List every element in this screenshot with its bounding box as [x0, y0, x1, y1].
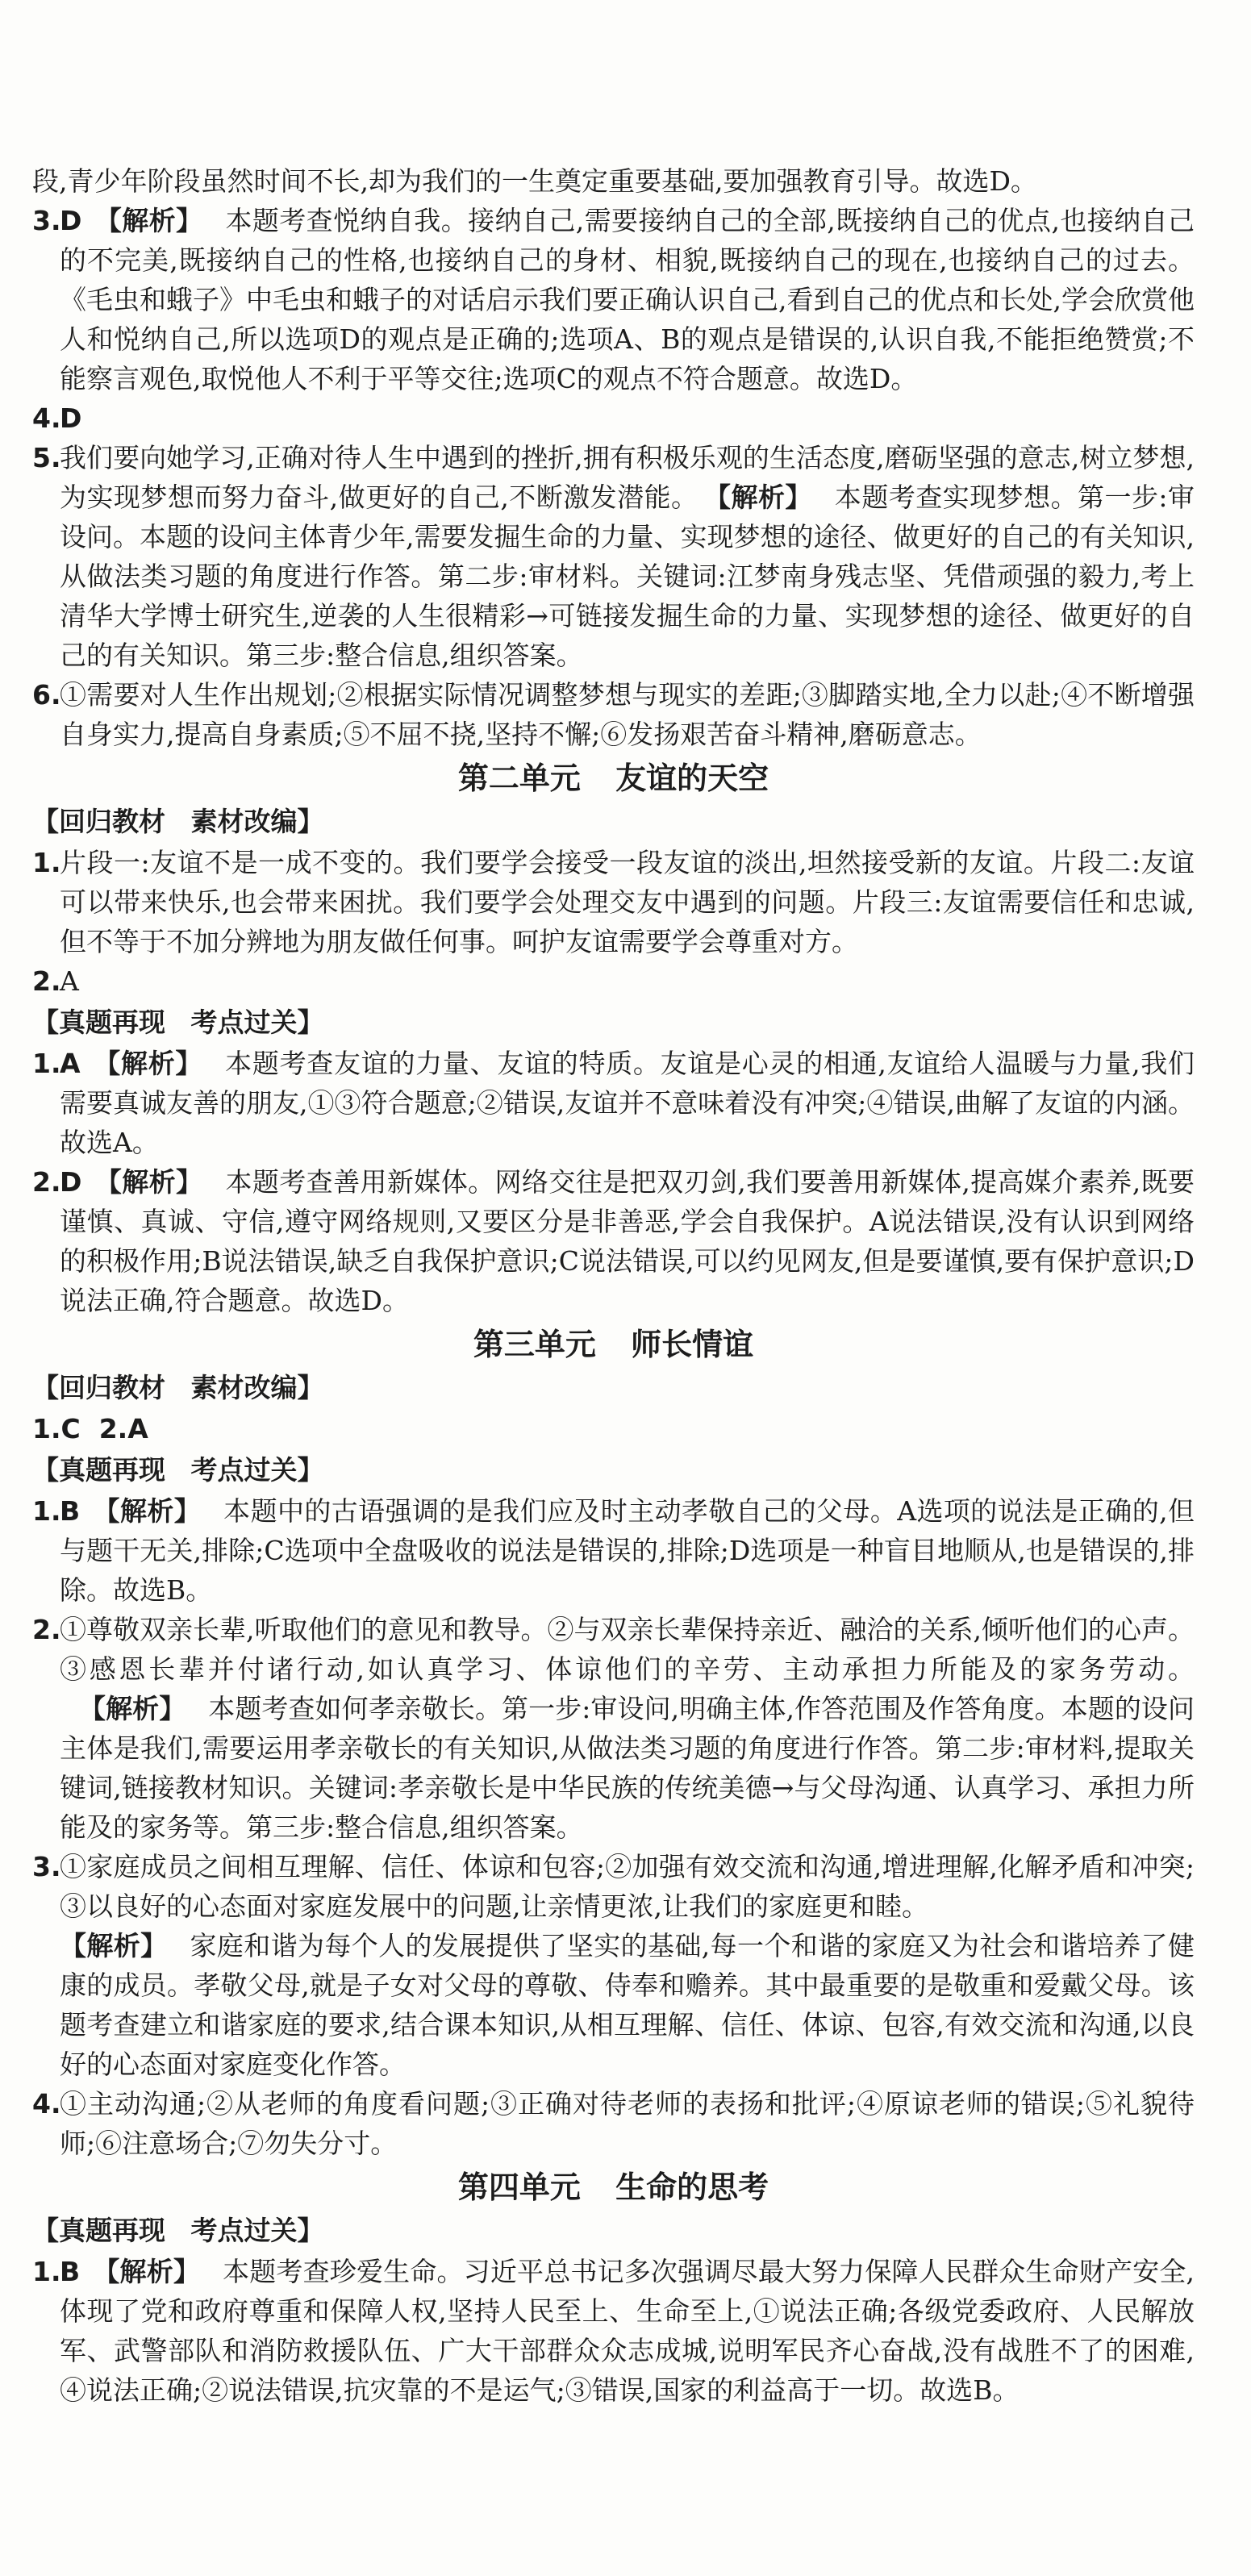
item-number: 1.: [32, 1495, 61, 1527]
item-number: 6.: [32, 679, 61, 711]
answer-item-5: [32, 438, 1195, 675]
analysis-text: 本题考查善用新媒体。网络交往是把双刃剑,我们要善用新媒体,提高媒介素养,既要谨慎、真诚、守信,遵守网络规则,又要区分是非善恶,学会自我保护。A说法错误,没有认识到网络的积极作用;B说法错误,缺乏自我保护意识;C说法错误,可以约见网友,但是要谨慎,要有保护意识;D说法正确,符合题意。故选D。: [60, 1166, 1195, 1316]
answer-choice: D: [60, 402, 82, 434]
answer-choice: A: [60, 1048, 81, 1079]
item-number: 2.: [32, 965, 61, 997]
analysis-tag: 【解析】: [79, 1693, 186, 1724]
analysis-tag: 【解析】: [93, 1495, 202, 1527]
answer-text: ①需要对人生作出规划;②根据实际情况调整梦想与现实的差距;③脚踏实地,全力以赴;④不断增强自身实力,提高自身素质;⑤不屈不挠,坚持不懈;⑥发扬艰苦奋斗精神,磨砺意志。: [60, 679, 1195, 750]
item-number: 5.: [32, 442, 61, 473]
answer-choice: B: [60, 2256, 81, 2287]
answer-choice: B: [60, 1495, 81, 1527]
answer-item-1: [32, 1491, 1195, 1610]
answer-item-2: [32, 1610, 1195, 1847]
continued-paragraph: 段,青少年阶段虽然时间不长,却为我们的一生奠定重要基础,要加强教育引导。故选D。: [32, 165, 1037, 197]
answer-item-4: [32, 2084, 1195, 2163]
unit-4-title: 第四单元 生命的思考: [457, 2170, 769, 2205]
analysis-text: 本题考查如何孝亲敬长。第一步:审设问,明确主体,作答范围及作答角度。本题的设问主体是我们,需要运用孝亲敬长的有关知识,从做法类习题的角度进行作答。第二步:审材料,提取关键词,链接教材知识。关键词:孝亲敬长是中华民族的传统美德→与父母沟通、认真学习、承担力所能及的家务等。第三步:整合信息,组织答案。: [60, 1693, 1195, 1843]
answer-text: ①家庭成员之间相互理解、信任、体谅和包容;②加强有效交流和沟通,增进理解,化解矛盾和冲突;③以良好的心态面对家庭发展中的问题,让亲情更浓,让我们的家庭更和睦。: [60, 1851, 1195, 1922]
answer-item-1: [32, 2252, 1195, 2410]
item-number: 3.: [32, 205, 61, 236]
section-heading: 【回归教材 素材改编】: [32, 806, 324, 837]
answer-text: A: [60, 965, 79, 997]
section-heading: 【回归教材 素材改编】: [32, 1372, 324, 1403]
item-number: 4.: [32, 402, 61, 434]
answer-choice: D: [60, 1166, 82, 1198]
analysis-text: 本题考查友谊的力量、友谊的特质。友谊是心灵的相通,友谊给人温暖与力量,我们需要真诚友善的朋友,①③符合题意;②错误,友谊并不意味着没有冲突;④错误,曲解了友谊的内涵。故选A。: [60, 1048, 1195, 1158]
analysis-tag: 【解析】: [93, 2256, 201, 2287]
analysis-tag: 【解析】: [94, 205, 203, 236]
answer-item-6: [32, 675, 1195, 754]
unit-2-title: 第二单元 友谊的天空: [457, 761, 769, 796]
item-number: 1.: [32, 1048, 61, 1079]
analysis-tag: 【解析】: [717, 481, 812, 513]
unit-3-title: 第三单元 师长情谊: [473, 1327, 754, 1362]
answer-text: 片段一:友谊不是一成不变的。我们要学会接受一段友谊的淡出,坦然接受新的友谊。片段二:友谊可以带来快乐,也会带来困扰。我们要学会处理交友中遇到的问题。片段三:友谊需要信任和忠诚,但不等于不加分辨地为朋友做任何事。呵护友谊需要学会尊重对方。: [60, 847, 1195, 957]
answer-item-2: [32, 1162, 1195, 1320]
item-number: 1.: [32, 847, 61, 878]
answer-item-1: [32, 843, 1195, 961]
analysis-text: 本题考查悦纳自我。接纳自己,需要接纳自己的全部,既接纳自己的优点,也接纳自己的不完美,既接纳自己的性格,也接纳自己的身材、相貌,既接纳自己的现在,也接纳自己的过去。《毛虫和蛾子》中毛虫和蛾子的对话启示我们要正确认识自己,看到自己的优点和长处,学会欣赏他人和悦纳自己,所以选项D的观点是正确的;选项A、B的观点是错误的,认识自我,不能拒绝赞赏;不能察言观色,取悦他人不利于平等交往;选项C的观点不符合题意。故选D。: [60, 205, 1195, 394]
answer-item-4: [32, 398, 1195, 438]
answer-item-1: [32, 1044, 1195, 1162]
item-number: 3.: [32, 1851, 61, 1882]
analysis-text: 本题中的古语强调的是我们应及时主动孝敬自己的父母。A选项的说法是正确的,但与题干无关,排除;C选项中全盘吸收的说法是错误的,排除;D选项是一种盲目地顺从,也是错误的,排除。故选B。: [60, 1495, 1195, 1606]
answer-line: 1.C 2.A: [32, 1413, 148, 1444]
analysis-text: 本题考查实现梦想。第一步:审设问。本题的设问主体青少年,需要发掘生命的力量、实现梦想的途径、做更好的自己的有关知识,从做法类习题的角度进行作答。第二步:审材料。关键词:江梦南身残志坚、凭借顽强的毅力,考上清华大学博士研究生,逆袭的人生很精彩→可链接发掘生命的力量、实现梦想的途径、做更好的自己的有关知识。第三步:整合信息,组织答案。: [60, 481, 1195, 671]
answer-text: 我们要向她学习,正确对待人生中遇到的挫折,拥有积极乐观的生活态度,磨砺坚强的意志,树立梦想,为实现梦想而努力奋斗,做更好的自己,不断激发潜能。: [60, 442, 1195, 513]
answer-item-2: [32, 961, 1195, 1001]
answer-item-3: [32, 1847, 1195, 1926]
answer-item-3: [32, 201, 1195, 398]
item-number: 2.: [32, 1614, 61, 1645]
item-number: 4.: [32, 2088, 61, 2120]
analysis-tag: 【解析】: [93, 1048, 203, 1079]
analysis-tag: 【解析】: [94, 1166, 203, 1198]
item-number: 2.: [32, 1166, 61, 1198]
analysis-tag: 【解析】: [60, 1930, 168, 1961]
section-heading: 【真题再现 考点过关】: [32, 2215, 324, 2246]
answer-text: ①尊敬双亲长辈,听取他们的意见和教导。②与双亲长辈保持亲近、融洽的关系,倾听他们的心声。③感恩长辈并付诸行动,如认真学习、体谅他们的辛劳、主动承担力所能及的家务劳动。: [60, 1614, 1195, 1685]
item-number: 1.: [32, 2256, 61, 2287]
section-heading: 【真题再现 考点过关】: [32, 1007, 324, 1038]
answer-choice: D: [60, 205, 82, 236]
section-heading: 【真题再现 考点过关】: [32, 1454, 324, 1486]
item-3-analysis: [32, 1926, 1195, 2084]
answer-text: ①主动沟通;②从老师的角度看问题;③正确对待老师的表扬和批评;④原谅老师的错误;⑤礼貌待师;⑥注意场合;⑦勿失分寸。: [60, 2088, 1195, 2159]
analysis-text: 家庭和谐为每个人的发展提供了坚实的基础,每一个和谐的家庭又为社会和谐培养了健康的成员。孝敬父母,就是子女对父母的尊敬、侍奉和赡养。其中最重要的是敬重和爱戴父母。该题考查建立和谐家庭的要求,结合课本知识,从相互理解、信任、体谅、包容,有效交流和沟通,以良好的心态面对家庭变化作答。: [60, 1930, 1195, 2080]
analysis-text: 本题考查珍爱生命。习近平总书记多次强调尽最大努力保障人民群众生命财产安全,体现了党和政府尊重和保障人权,坚持人民至上、生命至上,①说法正确;各级党委政府、人民解放军、武警部队和消防救援队伍、广大干部群众众志成城,说明军民齐心奋战,没有战胜不了的困难,④说法正确;②说法错误,抗灾靠的不是运气;③错误,国家的利益高于一切。故选B。: [60, 2256, 1195, 2406]
